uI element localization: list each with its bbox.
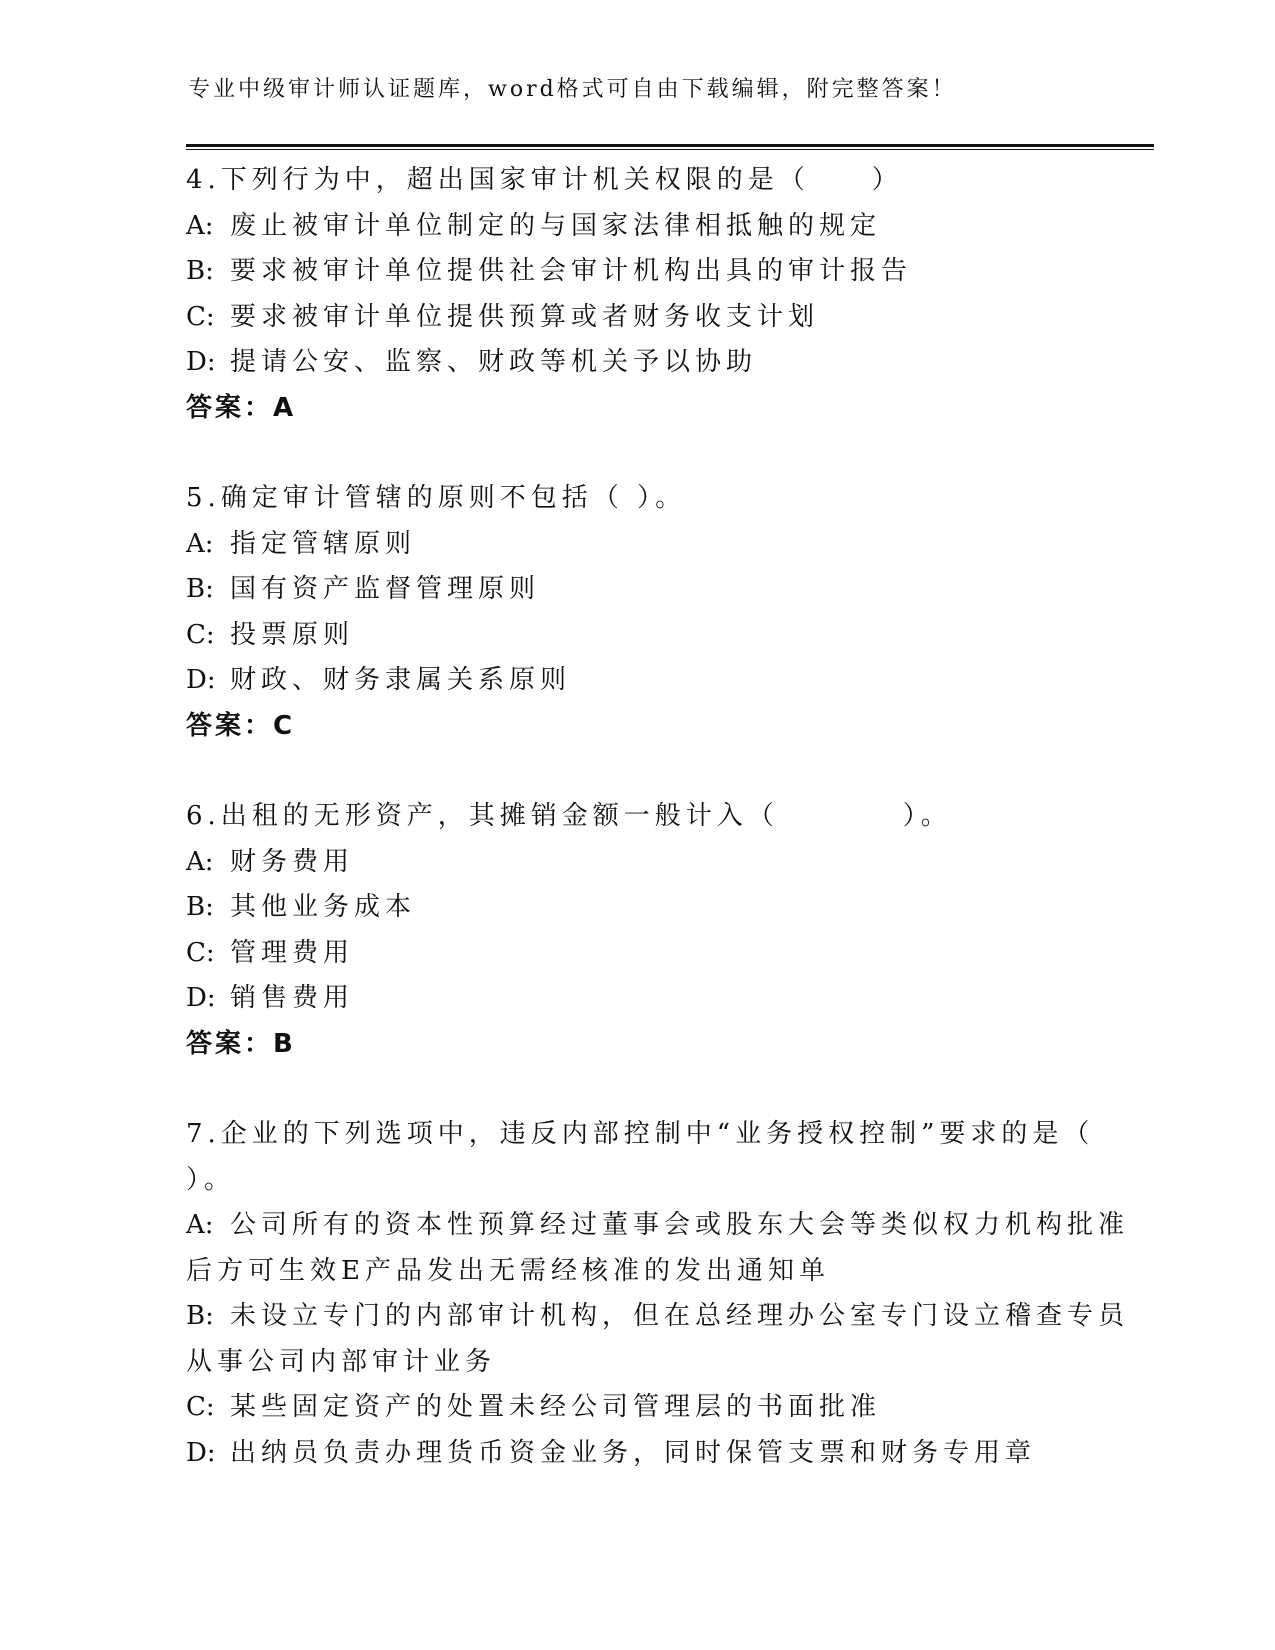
- question-stem: 4.下列行为中，超出国家审计机关权限的是（ ）: [186, 165, 903, 195]
- option-a-line-1: [186, 1203, 1130, 1249]
- option-text: 提请公安、监察、财政等机关予以协助: [230, 347, 758, 377]
- option-b-line-2: 从事公司内部审计业务: [186, 1346, 497, 1377]
- question-4: [186, 158, 1086, 431]
- question-stem-line-1: 7.企业的下列选项中，违反内部控制中“业务授权控制”要求的是（: [186, 1119, 1095, 1149]
- question-stem: 6.出租的无形资产，其摊销金额一般计入（ ）。: [186, 801, 952, 831]
- option-c: [186, 295, 1086, 341]
- answer: 答案：C: [186, 710, 296, 741]
- option-a-line-2: 后方可生效E产品发出无需经核准的发出通知单: [186, 1255, 830, 1286]
- option-text: 废止被审计单位制定的与国家法律相抵触的规定: [230, 210, 882, 241]
- question-stem-line-2: ）。: [186, 1164, 236, 1195]
- option-letter: C:: [186, 1392, 215, 1422]
- option-letter: D:: [186, 665, 216, 695]
- option-letter: D:: [186, 983, 216, 1013]
- option-letter: A:: [186, 846, 214, 877]
- option-text: 出纳员负责办理货币资金业务，同时保管支票和财务专用章: [230, 1437, 1037, 1468]
- option-text: 要求被审计单位提供预算或者财务收支计划: [230, 301, 820, 332]
- option-a: [186, 204, 1086, 250]
- option-letter: D:: [186, 1437, 216, 1468]
- option-letter: B:: [186, 892, 214, 922]
- answer: 答案：B: [186, 1028, 296, 1059]
- header-divider: [186, 144, 1154, 150]
- option-letter: A:: [186, 528, 214, 559]
- question-6: [186, 794, 1086, 1067]
- option-text: 管理费用: [230, 937, 355, 968]
- option-text: 其他业务成本: [230, 892, 417, 922]
- option-text: 某些固定资产的处置未经公司管理层的书面批准: [230, 1392, 882, 1422]
- option-d: [186, 658, 1086, 704]
- option-text: 要求被审计单位提供社会审计机构出具的审计报告: [230, 256, 913, 286]
- option-c: [186, 931, 1086, 977]
- option-text: 指定管辖原则: [230, 528, 417, 559]
- option-c: [186, 1385, 1086, 1431]
- option-letter: C:: [186, 619, 215, 650]
- question-stem: 5.确定审计管辖的原则不包括（ ）。: [186, 483, 687, 513]
- option-text: 国有资产监督管理原则: [230, 574, 541, 604]
- option-b: [186, 249, 1086, 295]
- option-d: [186, 340, 1086, 386]
- question-5: [186, 476, 1086, 749]
- option-text: 公司所有的资本性预算经过董事会或股东大会等类似权力机构批准: [230, 1210, 1130, 1240]
- option-letter: B:: [186, 256, 214, 286]
- option-d: [186, 976, 1086, 1022]
- option-text: 财政、财务隶属关系原则: [230, 665, 572, 695]
- option-letter: A:: [186, 1210, 214, 1240]
- option-b-line-1: [186, 1294, 1130, 1340]
- option-letter: C:: [186, 301, 215, 332]
- question-list: [186, 158, 1130, 1521]
- option-d: [186, 1431, 1086, 1477]
- option-c: [186, 613, 1086, 659]
- option-letter: A:: [186, 210, 214, 241]
- option-letter: B:: [186, 1301, 214, 1331]
- header-note: 专业中级审计师认证题库，word格式可自由下载编辑，附完整答案！: [188, 77, 957, 102]
- option-text: 销售费用: [230, 983, 355, 1013]
- option-a: [186, 840, 1086, 886]
- option-text: 投票原则: [230, 619, 355, 650]
- answer: 答案：A: [186, 392, 297, 423]
- option-text: 未设立专门的内部审计机构，但在总经理办公室专门设立稽查专员: [230, 1301, 1130, 1331]
- option-letter: D:: [186, 347, 216, 377]
- option-letter: B:: [186, 574, 214, 604]
- option-b: [186, 885, 1086, 931]
- option-a: [186, 522, 1086, 568]
- option-letter: C:: [186, 937, 215, 968]
- question-7: [186, 1112, 1130, 1476]
- option-text: 财务费用: [230, 846, 355, 877]
- option-b: [186, 567, 1086, 613]
